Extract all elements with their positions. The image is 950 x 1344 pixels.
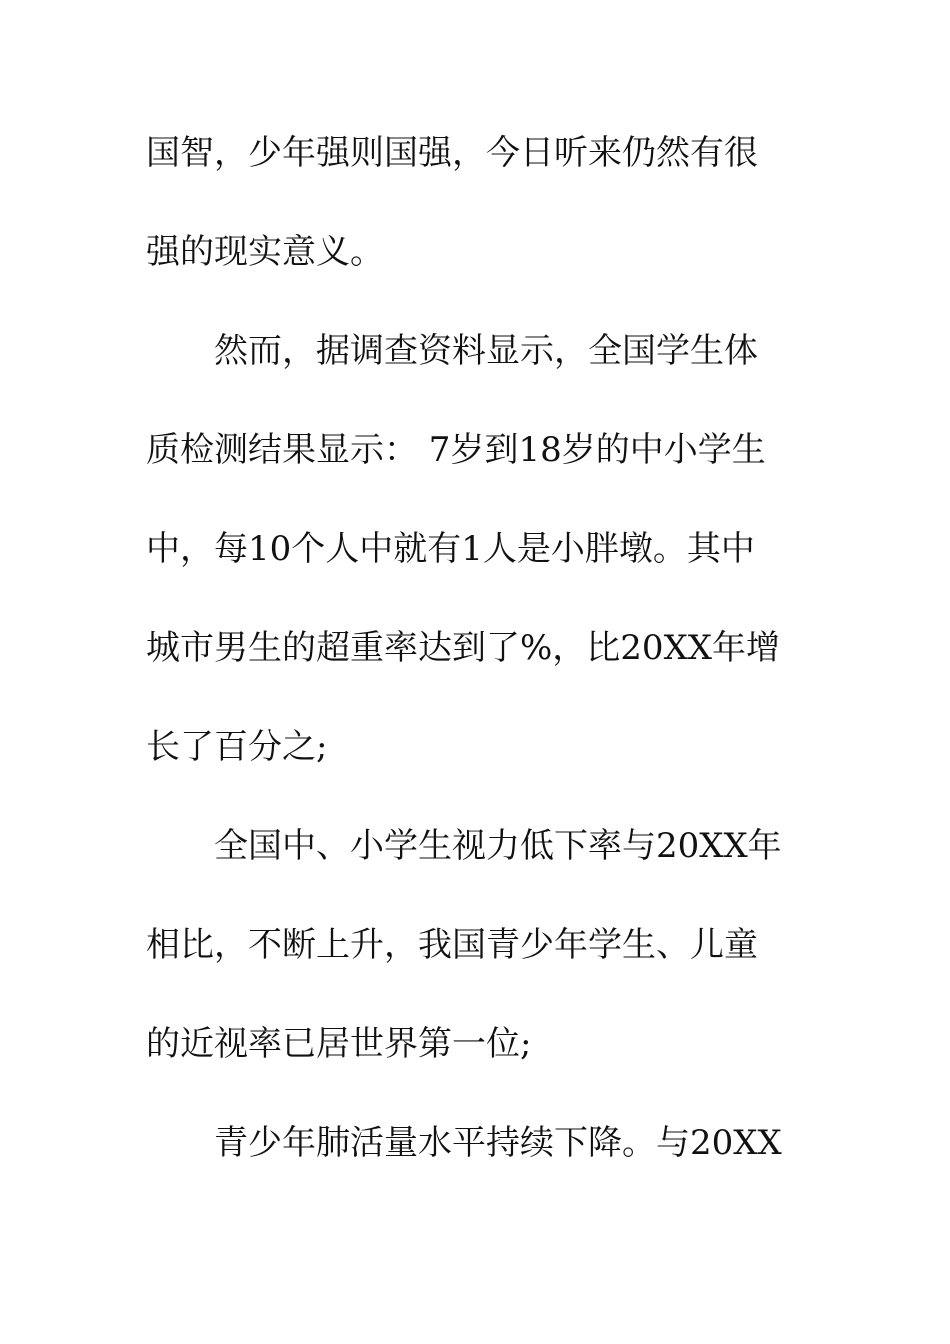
text-line-1: 国智，少年强则国强，今日听来仍然有很 xyxy=(146,133,758,173)
text-line-7: 长了百分之; xyxy=(146,727,328,767)
text-line-4: 质检测结果显示： 7岁到18岁的中小学生 xyxy=(146,430,766,470)
text-line-6: 城市男生的超重率达到了%，比20XX年增 xyxy=(146,628,780,668)
text-line-5: 中，每10个人中就有1人是小胖墩。其中 xyxy=(146,529,755,569)
paragraph-start-line: 然而，据调查资料显示，全国学生体 xyxy=(214,331,758,371)
text-line-10: 的近视率已居世界第一位; xyxy=(146,1024,532,1064)
paragraph-start-line: 青少年肺活量水平持续下降。与20XX xyxy=(214,1123,782,1163)
text-line-2: 强的现实意义。 xyxy=(146,232,384,272)
paragraph-start-line: 全国中、小学生视力低下率与20XX年 xyxy=(214,826,782,866)
text-line-9: 相比，不断上升，我国青少年学生、儿童 xyxy=(146,925,758,965)
